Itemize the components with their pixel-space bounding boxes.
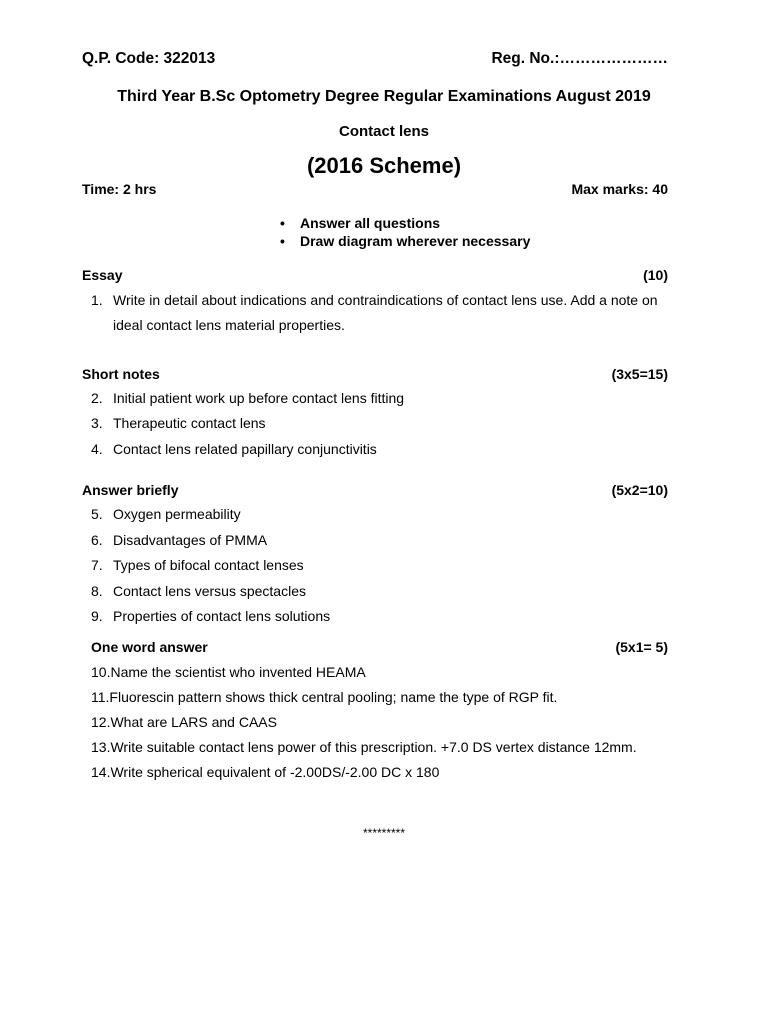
question-text: Oxygen permeability [113, 506, 241, 522]
question-number: 6. [91, 532, 103, 548]
question-text: Contact lens versus spectacles [113, 583, 306, 599]
question-1-continued: ideal contact lens material properties. [113, 317, 345, 333]
question-4 [0, 441, 768, 461]
question-12: 12.What are LARS and CAAS [91, 714, 277, 730]
question-3 [0, 415, 768, 435]
essay-marks: (10) [643, 267, 668, 283]
instruction-item: • Draw diagram wherever necessary [277, 232, 530, 250]
question-number: 1. [91, 292, 103, 308]
essay-heading: Essay [82, 267, 123, 283]
question-7 [0, 557, 768, 577]
question-13: 13.Write suitable contact lens power of this prescription. +7.0 DS vertex distance 12mm. [91, 739, 637, 755]
question-number: 5. [91, 506, 103, 522]
question-8 [0, 583, 768, 603]
short-notes-heading: Short notes [82, 366, 160, 382]
question-text: Initial patient work up before contact lens fitting [113, 390, 405, 406]
end-marker: ********* [362, 826, 406, 840]
instruction-item: • Answer all questions [277, 214, 530, 232]
answer-briefly-marks: (5x2=10) [611, 482, 668, 498]
question-5 [0, 506, 768, 526]
question-10: 10.Name the scientist who invented HEAMA [91, 664, 366, 680]
question-14: 14.Write spherical equivalent of -2.00DS/-2.00 DC x 180 [91, 764, 440, 780]
question-number: 8. [91, 583, 103, 599]
question-text: Write in detail about indications and contraindications of contact lens use. Add a note on [113, 292, 658, 308]
question-text: Disadvantages of PMMA [113, 532, 268, 548]
time-label: Time: 2 hrs [82, 181, 157, 197]
question-2 [0, 390, 768, 410]
answer-briefly-heading: Answer briefly [82, 482, 179, 498]
instructions-list [277, 214, 530, 250]
question-text: Therapeutic contact lens [113, 415, 266, 431]
question-1 [0, 292, 768, 312]
scheme-label: (2016 Scheme) [306, 153, 462, 178]
question-number: 9. [91, 608, 103, 624]
question-number: 2. [91, 390, 103, 406]
question-text: Contact lens related papillary conjunctivitis [113, 441, 377, 457]
question-number: 3. [91, 415, 103, 431]
qp-code: Q.P. Code: 322013 [82, 50, 216, 67]
question-number: 4. [91, 441, 103, 457]
subject-title: Contact lens [338, 123, 429, 140]
question-text: Types of bifocal contact lenses [113, 557, 304, 573]
exam-title: Third Year B.Sc Optometry Degree Regular Examinations August 2019 [117, 88, 651, 105]
question-text: Properties of contact lens solutions [113, 608, 331, 624]
max-marks-label: Max marks: 40 [571, 181, 668, 197]
question-9 [0, 608, 768, 628]
one-word-heading: One word answer [91, 639, 208, 655]
reg-no: Reg. No.:………………… [491, 50, 668, 67]
question-11: 11.Fluorescin pattern shows thick central pooling; name the type of RGP fit. [91, 689, 558, 705]
one-word-marks: (5x1= 5) [615, 639, 668, 655]
question-number: 7. [91, 557, 103, 573]
short-notes-marks: (3x5=15) [611, 366, 668, 382]
question-6 [0, 532, 768, 552]
